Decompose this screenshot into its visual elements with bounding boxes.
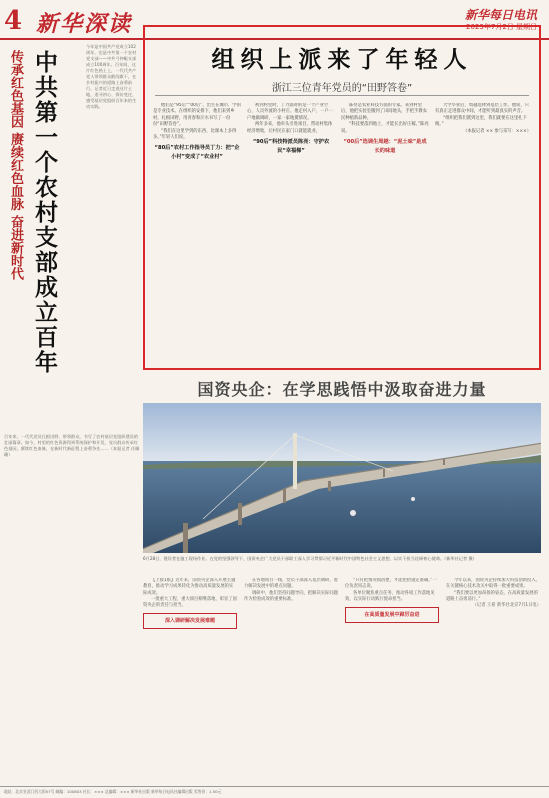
paragraph: “科技要落到地上，才能长出好庄稼。”陈亮说。 (341, 122, 429, 134)
bridge-photo (143, 403, 541, 553)
bottom-byline: （记者 王希 新华社北京7月1日电） (472, 603, 541, 609)
bottom-column-1 (143, 578, 237, 774)
bottom-headline: 国资央企：在学思践悟中汲取奋进力量 (197, 380, 487, 399)
feature-subhead: “90后”科技特派员陈亮：守护农民“幸福梯” (252, 139, 330, 155)
section-title: 新华深读 (36, 11, 133, 37)
feature-subhead: “80后”农村工作指导员丁力：把“企小村”变成了“农业村” (154, 145, 240, 161)
bottom-subhead: 深入调研解决发展难题 (143, 613, 237, 629)
paragraph: 在各地项目一线，党员干部深入基层调研，着力解决发展中的难点问题。 (244, 578, 338, 590)
feature-divider (155, 95, 529, 96)
left-body-upper: 今年是中国共产党成立102周年，也是中共第一个农村党支部——中共弓仲畈支部成立100周年。百年间，这片红色热土上，一代代共产党人带领群众敢闯敢干，在乡村振兴的道路上奋勇前行。记者近日走进这片土地，追寻初心、探访变迁，感受基层党组织百年来的生动实践。 (86, 44, 137, 109)
feature-column-4 (435, 103, 531, 358)
feature-column-1 (153, 103, 241, 358)
paragraph: 【上接1版】近年来，国资央企深入开展主题教育，推动学习成果转化为推动高质量发展的实际成效。 (143, 578, 236, 596)
paragraph: 今年以来，国资央企持续加大科技创新投入，在关键核心技术攻关中取得一批重要成果。 (446, 578, 540, 590)
paragraph: “我们在这里学到的东西，比课本上多得多。”年轻人们说。 (153, 128, 237, 141)
paragraph: “组织把我们派到这里，我们就要在这里扎下根。” (435, 115, 527, 128)
paragraph: 初到村里时，丁力面对的是一个产业空心、人员外流的小村庄。他走村入户，一户一户地做调研，一家一家地摸情况。 (247, 103, 333, 121)
paragraph: 他们是“95后”“00后”，出生在城市，学的是专业技术。在组织的安排下，他们来到乡村，扎根田野，用青春和汗水书写了一份份“田野答卷”。 (153, 103, 241, 128)
paper-date: 2023年7月2日 星期日 (466, 23, 537, 31)
bottom-column-2 (244, 578, 338, 774)
feature-byline: （本报记者 ×× 参与采写：×××） (463, 128, 531, 134)
paragraph: 大学毕业后，周越选择到基层工作。他说，只有真正走进群众中间，才能听到最真实的声音。 (435, 103, 529, 115)
feature-article (143, 25, 541, 370)
left-article (2, 44, 140, 784)
paragraph: 一批重大工程、重大项目相继落地，彰显了国资央企的责任与担当。 (143, 596, 237, 609)
feature-subhead: “00后”选调生周越：“泥土味”是成长的味道 (343, 139, 427, 155)
bridge-photo-image (143, 403, 541, 553)
paragraph: “只有把情况摸清楚，才能把措施定准确。”一位负责同志说。 (345, 578, 437, 590)
feature-subtitle: 浙江三位青年党员的“田野答卷” (271, 83, 413, 94)
feature-headline: 组织上派来了年轻人 (211, 46, 473, 73)
left-kicker: 传承红色基因 赓续红色血脉 奋进新时代 (8, 50, 23, 281)
footer-imprint: 地址：北京宣武门西大街57号 邮编：100803 社长：××× 总编辑：××× 新华社出版 新华每日电讯社编辑出版 零售价：1.50元 (0, 786, 549, 798)
bottom-column-4 (446, 578, 541, 774)
photo-caption: 6月28日，建设者在施工现场作业。在党的坚强领导下，国资央企广大党员干部职工深入学习贯彻习近平新时代中国特色社会主义思想，以实干担当诠释初心使命。（新华社记者 摄） (143, 556, 477, 561)
left-headline: 中共第一个农村支部成立百年 (31, 50, 58, 375)
page-number: 4 (4, 6, 23, 36)
paragraph: 两年多来，他牵头引进项目，带动村集体经济增收，让村民在家门口就能就业。 (247, 122, 333, 134)
bottom-column-3 (345, 578, 439, 774)
feature-column-3 (341, 103, 429, 358)
paragraph: 各单位聚焦重点任务，推动各项工作落地见效，以实际行动践行使命担当。 (345, 590, 435, 602)
paper-name: 新华每日电讯 (464, 8, 537, 22)
feature-column-2 (247, 103, 335, 358)
paragraph: 陈亮是农业科技方面的专家。来到村里后，他把实验室搬到了田间地头，手把手教农民种植新品种。 (341, 103, 427, 121)
paragraph: 调研中，他们坚持问题导向，把解决实际问题作为检验成效的重要标准。 (244, 590, 338, 602)
bottom-subhead: 在高质量发展中踔厉奋进 (345, 607, 439, 623)
paragraph: “我们要以更加昂扬的姿态，在高质量发展的道路上奋勇前行。” (446, 590, 538, 602)
left-body-lower: 百年来，一代代党员扎根田野、带领群众，书写了农村基层党组织建设的壮丽篇章。如今，村里的红色资源得到系统保护和开发，党员群众传承红色基因，赓续红色血脉，在新时代新征程上奋勇争先……（本报记者 任珊珊） (4, 434, 140, 457)
